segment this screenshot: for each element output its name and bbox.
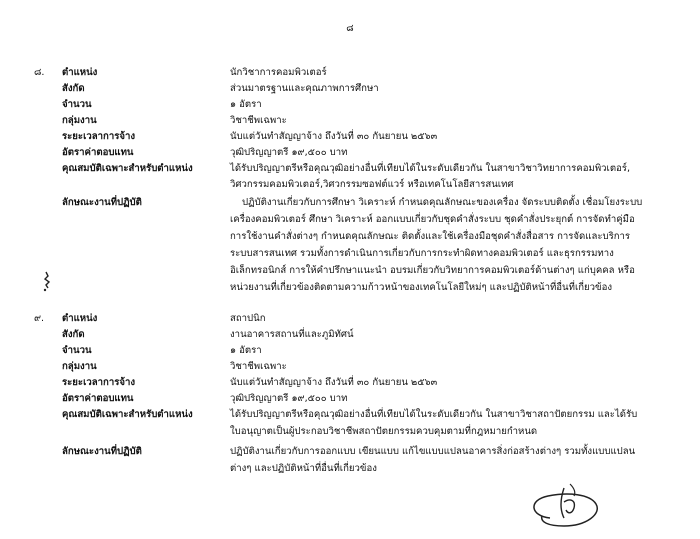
duty-line: ระบบสารสนเทศ รวมทั้งการดำเนินการเกี่ยวกับการกระทำผิดทางคอมพิวเตอร์ และธุรกรรมทาง [230, 248, 614, 259]
section-number: ๙. [34, 313, 45, 324]
field-value: วิชาชีพเฉพาะ [230, 115, 287, 126]
duty-line: อิเล็กทรอนิกส์ การให้คำปรึกษาแนะนำ อบรมเกี่ยวกับวิทยาการคอมพิวเตอร์ด้านต่างๆ แก่บุคคล หรือ [230, 265, 635, 276]
field-label: จำนวน [62, 345, 92, 356]
duty-line: ปฏิบัติงานเกี่ยวกับการออกแบบ เขียนแบบ แก้ไขแบบแปลนอาคารสิ่งก่อสร้างต่างๆ รวมทั้งแบบแปลน [230, 446, 636, 457]
field-label: ระยะเวลาการจ้าง [62, 131, 136, 142]
field-label: อัตราค่าตอบแทน [62, 147, 134, 158]
qualification-label: คุณสมบัติเฉพาะสำหรับตำแหน่ง [62, 409, 193, 420]
duty-line: ปฏิบัติงานเกี่ยวกับการศึกษา วิเคราะห์ กำหนดคุณลักษณะของเครื่อง จัดระบบติดตั้ง เชื่อมโยงระบบ [242, 197, 643, 208]
duty-line: การใช้งานคำสั่งต่างๆ กำหนดคุณลักษณะ ติดตั้งและใช้เครื่องมือชุดคำสั่งสื่อสาร การจัดและบริการ [230, 231, 631, 242]
field-row [0, 130, 700, 146]
field-row [0, 146, 700, 162]
field-row [0, 114, 700, 130]
field-label: สังกัด [62, 329, 85, 340]
field-label: ตำแหน่ง [62, 313, 98, 324]
page-number: ๘ [346, 23, 354, 34]
field-value: วิชาชีพเฉพาะ [230, 361, 287, 372]
field-value: งานอาคารสถานที่และภูมิทัศน์ [230, 329, 354, 340]
qualification-line: วิศวกรรมคอมพิวเตอร์,วิศวกรรมซอฟต์แวร์ หรือเทคโนโลยีสารสนเทศ [230, 179, 514, 190]
field-row [0, 376, 700, 392]
duty-label: ลักษณะงานที่ปฏิบัติ [62, 197, 142, 208]
field-row [0, 312, 700, 328]
field-label: อัตราค่าตอบแทน [62, 393, 134, 404]
field-row [0, 328, 700, 344]
field-value: นับแต่วันทำสัญญาจ้าง ถึงวันที่ ๓๐ กันยายน ๒๕๖๓ [230, 131, 438, 142]
field-row [0, 392, 700, 408]
ink-mark [40, 270, 54, 292]
field-label: กลุ่มงาน [62, 115, 97, 126]
field-label: จำนวน [62, 99, 92, 110]
field-value: ส่วนมาตรฐานและคุณภาพการศึกษา [230, 83, 379, 94]
field-label: สังกัด [62, 83, 85, 94]
duty-row [0, 445, 700, 461]
field-label: ระยะเวลาการจ้าง [62, 377, 136, 388]
duty-line: เครื่องคอมพิวเตอร์ ศึกษา วิเคราะห์ ออกแบบเกี่ยวกับชุดคำสั่งระบบ ชุดคำสั่งประยุกต์ การจัดทำคู่มือ [230, 214, 635, 225]
qualification-row [0, 162, 700, 178]
qualification-line: ใบอนุญาตเป็นผู้ประกอบวิชาชีพสถาปัตยกรรมควบคุมตามที่กฎหมายกำหนด [230, 426, 538, 437]
duty-line: ต่างๆ และปฏิบัติหน้าที่อื่นที่เกี่ยวข้อง [230, 463, 377, 474]
duty-row [0, 196, 700, 212]
section-number: ๘. [34, 67, 45, 78]
field-row [0, 98, 700, 114]
field-value: สถาปนิก [230, 313, 266, 324]
field-value: วุฒิปริญญาตรี ๑๙,๕๐๐ บาท [230, 393, 348, 404]
qualification-line: ได้รับปริญญาตรีหรือคุณวุฒิอย่างอื่นที่เทียบได้ในระดับเดียวกัน ในสาขาวิชาวิทยาการคอมพิวเตอร์, [230, 163, 631, 174]
field-value: วุฒิปริญญาตรี ๑๙,๕๐๐ บาท [230, 147, 348, 158]
duty-line: หน่วยงานที่เกี่ยวข้องติดตามความก้าวหน้าของเทคโนโลยีใหม่ๆ และปฏิบัติหน้าที่อื่นที่เกี่ยวข้อง [230, 282, 613, 293]
field-value: นับแต่วันทำสัญญาจ้าง ถึงวันที่ ๓๐ กันยายน ๒๕๖๓ [230, 377, 438, 388]
field-value: ๑ อัตรา [230, 99, 262, 110]
field-row [0, 66, 700, 82]
signature-mark [520, 478, 610, 534]
field-label: ตำแหน่ง [62, 67, 98, 78]
field-row [0, 82, 700, 98]
field-row [0, 344, 700, 360]
qualification-line: ได้รับปริญญาตรีหรือคุณวุฒิอย่างอื่นที่เทียบได้ในระดับเดียวกัน ในสาขาวิชาสถาปัตยกรรม และได้รับ [230, 409, 638, 420]
field-label: กลุ่มงาน [62, 361, 97, 372]
qualification-row [0, 408, 700, 424]
field-value: ๑ อัตรา [230, 345, 262, 356]
field-value: นักวิชาการคอมพิวเตอร์ [230, 67, 327, 78]
field-row [0, 360, 700, 376]
qualification-label: คุณสมบัติเฉพาะสำหรับตำแหน่ง [62, 163, 193, 174]
duty-label: ลักษณะงานที่ปฏิบัติ [62, 446, 142, 457]
